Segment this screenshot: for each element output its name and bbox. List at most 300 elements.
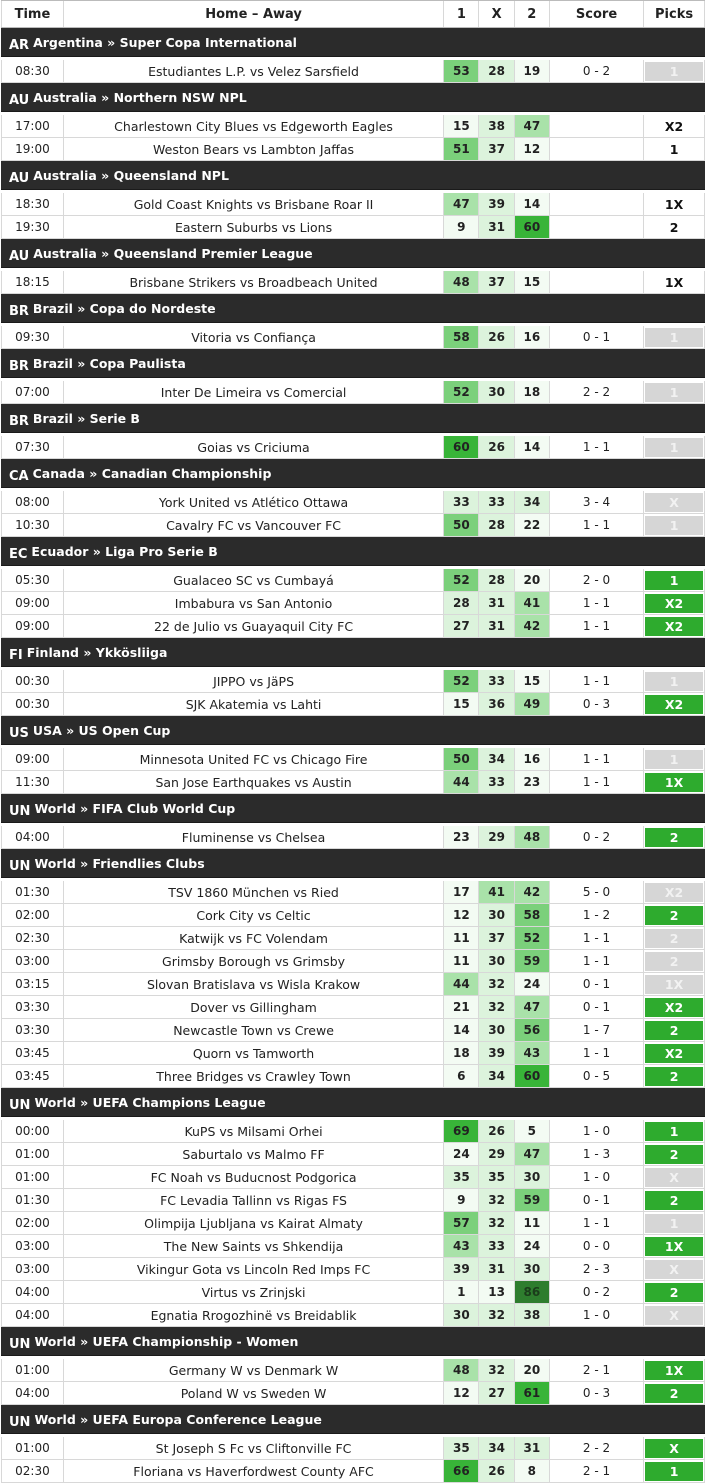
match-row[interactable]: [1, 115, 705, 138]
match-teams-link[interactable]: Estudiantes L.P. vs Velez Sarsfield: [64, 60, 444, 82]
pick-badge[interactable]: X2: [645, 594, 703, 613]
prob-away: 49: [515, 693, 550, 715]
pick-cell: [644, 1437, 705, 1459]
league-header[interactable]: [1, 1088, 705, 1117]
prob-away: 16: [515, 748, 550, 770]
match-score: 1 - 1: [550, 514, 644, 536]
prob-away: 43: [515, 1042, 550, 1064]
pick-badge[interactable]: 1X: [645, 1361, 703, 1380]
prob-home: 50: [444, 514, 479, 536]
league-name[interactable]: Brazil » Copa do Nordeste: [32, 300, 216, 316]
league-name[interactable]: World » FIFA Club World Cup: [34, 800, 236, 816]
league-header[interactable]: [1, 537, 705, 566]
prob-home: 27: [444, 615, 479, 637]
pick-badge[interactable]: 2: [645, 952, 703, 971]
prob-home: 43: [444, 1235, 479, 1257]
match-teams-link[interactable]: Dover vs Gillingham: [64, 996, 444, 1018]
league-header[interactable]: [1, 239, 705, 268]
pick-cell: [644, 748, 705, 770]
match-teams-link[interactable]: FC Levadia Tallinn vs Rigas FS: [64, 1189, 444, 1211]
prob-home: 50: [444, 748, 479, 770]
match-teams-link[interactable]: York United vs Atlético Ottawa: [64, 491, 444, 513]
match-teams-link[interactable]: Virtus vs Zrinjski: [64, 1281, 444, 1303]
pick-badge[interactable]: 2: [645, 906, 703, 925]
league-header[interactable]: [1, 794, 705, 823]
match-row[interactable]: [1, 771, 705, 794]
prob-home: 44: [444, 771, 479, 793]
prob-draw: 34: [479, 1437, 514, 1459]
country-code: AU: [9, 248, 30, 264]
pick-badge[interactable]: 1: [645, 383, 703, 402]
prob-draw: 13: [479, 1281, 514, 1303]
league-name[interactable]: Finland » Ykkösliiga: [26, 644, 168, 660]
match-teams-link[interactable]: Cork City vs Celtic: [64, 904, 444, 926]
prob-draw: 34: [479, 748, 514, 770]
match-row[interactable]: [1, 569, 705, 592]
match-teams-link[interactable]: SJK Akatemia vs Lahti: [64, 693, 444, 715]
pick-cell: [644, 1120, 705, 1142]
match-row[interactable]: [1, 996, 705, 1019]
match-teams-link[interactable]: Slovan Bratislava vs Wisla Krakow: [64, 973, 444, 995]
predictions-table: [1, 0, 705, 1483]
match-teams-link[interactable]: Cavalry FC vs Vancouver FC: [64, 514, 444, 536]
match-teams-link[interactable]: Vitoria vs Confiança: [64, 326, 444, 348]
pick-badge[interactable]: 1X: [664, 274, 684, 290]
prob-draw: 26: [479, 1120, 514, 1142]
pick-cell: [644, 1258, 705, 1280]
league-name[interactable]: World » Friendlies Clubs: [34, 855, 205, 871]
pick-cell: [644, 569, 705, 591]
pick-cell: [644, 950, 705, 972]
match-score: 2 - 2: [550, 381, 644, 403]
prob-away: 24: [515, 973, 550, 995]
match-teams-link[interactable]: Egnatia Rrogozhinë vs Breidablik: [64, 1304, 444, 1326]
match-teams-link[interactable]: The New Saints vs Shkendija: [64, 1235, 444, 1257]
match-time: 02:30: [1, 1460, 64, 1482]
match-teams-link[interactable]: Germany W vs Denmark W: [64, 1359, 444, 1381]
pick-badge[interactable]: X2: [645, 1044, 703, 1063]
prob-home: 12: [444, 904, 479, 926]
league-name[interactable]: Australia » Queensland NPL: [33, 167, 229, 183]
match-row[interactable]: [1, 1189, 705, 1212]
match-time: 01:00: [1, 1437, 64, 1459]
prob-draw: 31: [479, 615, 514, 637]
pick-cell: [644, 693, 705, 715]
league-header[interactable]: [1, 716, 705, 745]
prob-home: 69: [444, 1120, 479, 1142]
match-score: 0 - 3: [550, 1382, 644, 1404]
pick-badge[interactable]: 1: [645, 1214, 703, 1233]
match-time: 09:00: [1, 615, 64, 637]
pick-badge[interactable]: 1: [645, 672, 703, 691]
match-score: 2 - 2: [550, 1437, 644, 1459]
prob-draw: 30: [479, 950, 514, 972]
match-score: 1 - 7: [550, 1019, 644, 1041]
league-name[interactable]: USA » US Open Cup: [32, 722, 171, 738]
match-time: 02:30: [1, 927, 64, 949]
country-code: EC: [9, 546, 28, 562]
pick-badge[interactable]: X2: [645, 617, 703, 636]
pick-badge[interactable]: 2: [645, 929, 703, 948]
prob-draw: 38: [479, 115, 514, 137]
table-header: [1, 0, 705, 28]
match-row[interactable]: [1, 927, 705, 950]
pick-cell: [644, 514, 705, 536]
league-name[interactable]: Canada » Canadian Championship: [32, 465, 272, 481]
match-time: 19:30: [1, 216, 64, 238]
match-row[interactable]: [1, 1120, 705, 1143]
league-name[interactable]: World » UEFA Championship - Women: [34, 1333, 299, 1349]
pick-badge[interactable]: X2: [664, 118, 684, 134]
match-row[interactable]: [1, 271, 705, 294]
match-time: 01:00: [1, 1359, 64, 1381]
prob-away: 14: [515, 193, 550, 215]
pick-badge[interactable]: X: [645, 1439, 703, 1458]
league-name[interactable]: Ecuador » Liga Pro Serie B: [31, 543, 218, 559]
match-teams-link[interactable]: Katwijk vs FC Volendam: [64, 927, 444, 949]
match-row[interactable]: [1, 592, 705, 615]
match-teams-link[interactable]: FC Noah vs Buducnost Podgorica: [64, 1166, 444, 1188]
pick-badge[interactable]: 2: [645, 1384, 703, 1403]
match-teams-link[interactable]: Floriana vs Haverfordwest County AFC: [64, 1460, 444, 1482]
match-row[interactable]: [1, 1382, 705, 1405]
header-score[interactable]: Score: [550, 1, 644, 27]
match-teams-link[interactable]: San Jose Earthquakes vs Austin: [64, 771, 444, 793]
pick-badge[interactable]: 1X: [664, 196, 684, 212]
prob-home: 58: [444, 326, 479, 348]
prob-away: 18: [515, 381, 550, 403]
match-row[interactable]: [1, 60, 705, 83]
match-row[interactable]: [1, 1281, 705, 1304]
match-teams-link[interactable]: TSV 1860 München vs Ried: [64, 881, 444, 903]
prob-draw: 35: [479, 1166, 514, 1188]
match-row[interactable]: [1, 1304, 705, 1327]
header-prob-2[interactable]: 2: [515, 1, 550, 27]
header-time[interactable]: Time: [1, 1, 64, 27]
match-row[interactable]: [1, 1460, 705, 1483]
match-time: 00:30: [1, 670, 64, 692]
pick-cell: [644, 216, 705, 238]
prob-home: 12: [444, 1382, 479, 1404]
league-name[interactable]: Brazil » Copa Paulista: [32, 355, 186, 371]
match-row[interactable]: [1, 326, 705, 349]
prob-away: 59: [515, 1189, 550, 1211]
match-time: 07:00: [1, 381, 64, 403]
match-teams-link[interactable]: Poland W vs Sweden W: [64, 1382, 444, 1404]
country-code: CA: [9, 468, 29, 484]
prob-draw: 31: [479, 216, 514, 238]
prob-home: 23: [444, 826, 479, 848]
league-header[interactable]: [1, 638, 705, 667]
pick-cell: [644, 1042, 705, 1064]
country-code: UN: [9, 803, 31, 819]
match-score: 0 - 1: [550, 326, 644, 348]
pick-badge[interactable]: X: [645, 1168, 703, 1187]
country-code: AU: [9, 92, 30, 108]
match-teams-link[interactable]: Gold Coast Knights vs Brisbane Roar II: [64, 193, 444, 215]
match-time: 18:30: [1, 193, 64, 215]
header-prob-1[interactable]: 1: [444, 1, 479, 27]
match-score: 0 - 2: [550, 60, 644, 82]
match-row[interactable]: [1, 748, 705, 771]
match-time: 19:00: [1, 138, 64, 160]
match-teams-link[interactable]: Quorn vs Tamworth: [64, 1042, 444, 1064]
match-time: 01:00: [1, 1166, 64, 1188]
pick-badge[interactable]: 1X: [645, 1237, 703, 1256]
match-teams-link[interactable]: Brisbane Strikers vs Broadbeach United: [64, 271, 444, 293]
match-teams-link[interactable]: Olimpija Ljubljana vs Kairat Almaty: [64, 1212, 444, 1234]
pick-badge[interactable]: 2: [645, 1283, 703, 1302]
match-score: 1 - 1: [550, 771, 644, 793]
prob-home: 6: [444, 1065, 479, 1087]
match-time: 03:00: [1, 1258, 64, 1280]
pick-badge[interactable]: 1: [645, 750, 703, 769]
header-prob-x[interactable]: X: [479, 1, 514, 27]
prob-home: 28: [444, 592, 479, 614]
prob-home: 15: [444, 115, 479, 137]
match-score: 1 - 1: [550, 592, 644, 614]
country-code: BR: [9, 413, 29, 429]
league-header[interactable]: [1, 849, 705, 878]
match-row[interactable]: [1, 1143, 705, 1166]
pick-badge[interactable]: 1: [645, 328, 703, 347]
match-teams-link[interactable]: Newcastle Town vs Crewe: [64, 1019, 444, 1041]
league-header[interactable]: [1, 161, 705, 190]
match-teams-link[interactable]: KuPS vs Milsami Orhei: [64, 1120, 444, 1142]
match-row[interactable]: [1, 514, 705, 537]
match-row[interactable]: [1, 904, 705, 927]
prob-away: 58: [515, 904, 550, 926]
pick-badge[interactable]: 1: [669, 141, 679, 157]
match-score: 2 - 3: [550, 1258, 644, 1280]
match-score: [550, 271, 644, 293]
league-header[interactable]: [1, 404, 705, 433]
match-row[interactable]: [1, 973, 705, 996]
prob-home: 24: [444, 1143, 479, 1165]
match-teams-link[interactable]: Charlestown City Blues vs Edgeworth Eagles: [64, 115, 444, 137]
match-teams-link[interactable]: Grimsby Borough vs Grimsby: [64, 950, 444, 972]
pick-badge[interactable]: 1: [645, 1122, 703, 1141]
prob-draw: 32: [479, 1304, 514, 1326]
match-time: 04:00: [1, 826, 64, 848]
match-row[interactable]: [1, 193, 705, 216]
pick-cell: [644, 193, 705, 215]
match-row[interactable]: [1, 1258, 705, 1281]
prob-away: 15: [515, 271, 550, 293]
pick-cell: [644, 138, 705, 160]
prob-home: 9: [444, 216, 479, 238]
pick-cell: [644, 1189, 705, 1211]
match-teams-link[interactable]: Goias vs Criciuma: [64, 436, 444, 458]
prob-away: 47: [515, 1143, 550, 1165]
pick-cell: [644, 491, 705, 513]
prob-draw: 31: [479, 1258, 514, 1280]
match-teams-link[interactable]: Gualaceo SC vs Cumbayá: [64, 569, 444, 591]
pick-badge[interactable]: 1: [645, 516, 703, 535]
match-row[interactable]: [1, 1166, 705, 1189]
pick-badge[interactable]: 2: [645, 1021, 703, 1040]
league-header[interactable]: [1, 349, 705, 378]
prob-home: 35: [444, 1437, 479, 1459]
prob-home: 30: [444, 1304, 479, 1326]
pick-badge[interactable]: X: [645, 1306, 703, 1325]
match-time: 03:30: [1, 1019, 64, 1041]
country-code: FI: [9, 647, 23, 663]
prob-draw: 28: [479, 569, 514, 591]
match-row[interactable]: [1, 1235, 705, 1258]
league-name[interactable]: Australia » Northern NSW NPL: [33, 89, 247, 105]
league-header[interactable]: [1, 459, 705, 488]
match-score: 1 - 2: [550, 904, 644, 926]
league-header[interactable]: [1, 28, 705, 57]
match-teams-link[interactable]: JIPPO vs JäPS: [64, 670, 444, 692]
country-code: UN: [9, 1336, 31, 1352]
league-header[interactable]: [1, 1327, 705, 1356]
match-time: 00:00: [1, 1120, 64, 1142]
country-code: BR: [9, 303, 29, 319]
match-score: 2 - 1: [550, 1460, 644, 1482]
match-time: 03:45: [1, 1065, 64, 1087]
pick-badge[interactable]: 1X: [645, 975, 703, 994]
match-score: 2 - 0: [550, 569, 644, 591]
match-teams-link[interactable]: Minnesota United FC vs Chicago Fire: [64, 748, 444, 770]
league-name[interactable]: World » UEFA Europa Conference League: [34, 1411, 322, 1427]
match-time: 11:30: [1, 771, 64, 793]
prob-away: 22: [515, 514, 550, 536]
pick-badge[interactable]: 1X: [645, 773, 703, 792]
match-time: 10:30: [1, 514, 64, 536]
pick-badge[interactable]: X2: [645, 695, 703, 714]
match-time: 03:00: [1, 950, 64, 972]
pick-badge[interactable]: 1: [645, 571, 703, 590]
pick-badge[interactable]: 1: [645, 62, 703, 81]
match-teams-link[interactable]: Eastern Suburbs vs Lions: [64, 216, 444, 238]
prob-draw: 28: [479, 514, 514, 536]
prob-away: 12: [515, 138, 550, 160]
pick-badge[interactable]: 1: [645, 1462, 703, 1481]
league-header[interactable]: [1, 83, 705, 112]
league-header[interactable]: [1, 294, 705, 323]
match-row[interactable]: [1, 138, 705, 161]
prob-away: 11: [515, 1212, 550, 1234]
prob-away: 60: [515, 1065, 550, 1087]
match-time: 18:15: [1, 271, 64, 293]
pick-cell: [644, 904, 705, 926]
pick-badge[interactable]: X: [645, 493, 703, 512]
prob-home: 44: [444, 973, 479, 995]
pick-badge[interactable]: 2: [645, 1191, 703, 1210]
pick-badge[interactable]: X2: [645, 998, 703, 1017]
match-teams-link[interactable]: Fluminense vs Chelsea: [64, 826, 444, 848]
prob-home: 15: [444, 693, 479, 715]
prob-away: 30: [515, 1258, 550, 1280]
prob-home: 39: [444, 1258, 479, 1280]
match-row[interactable]: [1, 1359, 705, 1382]
match-time: 09:00: [1, 592, 64, 614]
league-name[interactable]: Australia » Queensland Premier League: [33, 245, 313, 261]
match-row[interactable]: [1, 1019, 705, 1042]
country-code: AR: [9, 37, 30, 53]
match-score: 1 - 1: [550, 950, 644, 972]
pick-badge[interactable]: 2: [645, 828, 703, 847]
prob-home: 66: [444, 1460, 479, 1482]
match-teams-link[interactable]: 22 de Julio vs Guayaquil City FC: [64, 615, 444, 637]
match-teams-link[interactable]: Saburtalo vs Malmo FF: [64, 1143, 444, 1165]
match-row[interactable]: [1, 436, 705, 459]
prob-away: 19: [515, 60, 550, 82]
pick-badge[interactable]: 1: [645, 438, 703, 457]
match-teams-link[interactable]: Inter De Limeira vs Comercial: [64, 381, 444, 403]
match-row[interactable]: [1, 1042, 705, 1065]
header-picks[interactable]: Picks: [644, 1, 705, 27]
match-teams-link[interactable]: Imbabura vs San Antonio: [64, 592, 444, 614]
pick-badge[interactable]: 2: [645, 1145, 703, 1164]
match-row[interactable]: [1, 881, 705, 904]
match-row[interactable]: [1, 950, 705, 973]
match-row[interactable]: [1, 216, 705, 239]
prob-draw: 31: [479, 592, 514, 614]
match-teams-link[interactable]: Three Bridges vs Crawley Town: [64, 1065, 444, 1087]
prob-draw: 32: [479, 1359, 514, 1381]
match-score: 0 - 1: [550, 996, 644, 1018]
league-name[interactable]: Brazil » Serie B: [32, 410, 140, 426]
match-row[interactable]: [1, 381, 705, 404]
country-code: UN: [9, 1097, 31, 1113]
pick-badge[interactable]: 2: [645, 1067, 703, 1086]
pick-cell: [644, 592, 705, 614]
match-row[interactable]: [1, 1437, 705, 1460]
match-row[interactable]: [1, 670, 705, 693]
match-time: 03:00: [1, 1235, 64, 1257]
pick-badge[interactable]: X: [645, 1260, 703, 1279]
pick-cell: [644, 996, 705, 1018]
match-score: 0 - 2: [550, 826, 644, 848]
pick-badge[interactable]: 2: [669, 219, 679, 235]
match-score: [550, 138, 644, 160]
pick-cell: [644, 973, 705, 995]
match-score: 1 - 1: [550, 927, 644, 949]
match-row[interactable]: [1, 1212, 705, 1235]
match-time: 08:30: [1, 60, 64, 82]
match-row[interactable]: [1, 615, 705, 638]
prob-away: 56: [515, 1019, 550, 1041]
league-header[interactable]: [1, 1405, 705, 1434]
prob-draw: 32: [479, 1212, 514, 1234]
match-teams-link[interactable]: St Joseph S Fc vs Cliftonville FC: [64, 1437, 444, 1459]
prob-away: 42: [515, 881, 550, 903]
prob-away: 52: [515, 927, 550, 949]
match-time: 05:30: [1, 569, 64, 591]
match-row[interactable]: [1, 693, 705, 716]
prob-draw: 37: [479, 927, 514, 949]
pick-badge[interactable]: X2: [645, 883, 703, 902]
match-teams-link[interactable]: Vikingur Gota vs Lincoln Red Imps FC: [64, 1258, 444, 1280]
match-row[interactable]: [1, 1065, 705, 1088]
prob-away: 48: [515, 826, 550, 848]
prob-away: 20: [515, 569, 550, 591]
prob-draw: 30: [479, 904, 514, 926]
league-name[interactable]: Argentina » Super Copa International: [33, 34, 297, 50]
header-teams[interactable]: Home – Away: [64, 1, 444, 27]
prob-home: 52: [444, 569, 479, 591]
match-teams-link[interactable]: Weston Bears vs Lambton Jaffas: [64, 138, 444, 160]
country-code: UN: [9, 1414, 31, 1430]
prob-home: 47: [444, 193, 479, 215]
league-name[interactable]: World » UEFA Champions League: [34, 1094, 266, 1110]
prob-away: 16: [515, 326, 550, 348]
match-row[interactable]: [1, 826, 705, 849]
match-row[interactable]: [1, 491, 705, 514]
